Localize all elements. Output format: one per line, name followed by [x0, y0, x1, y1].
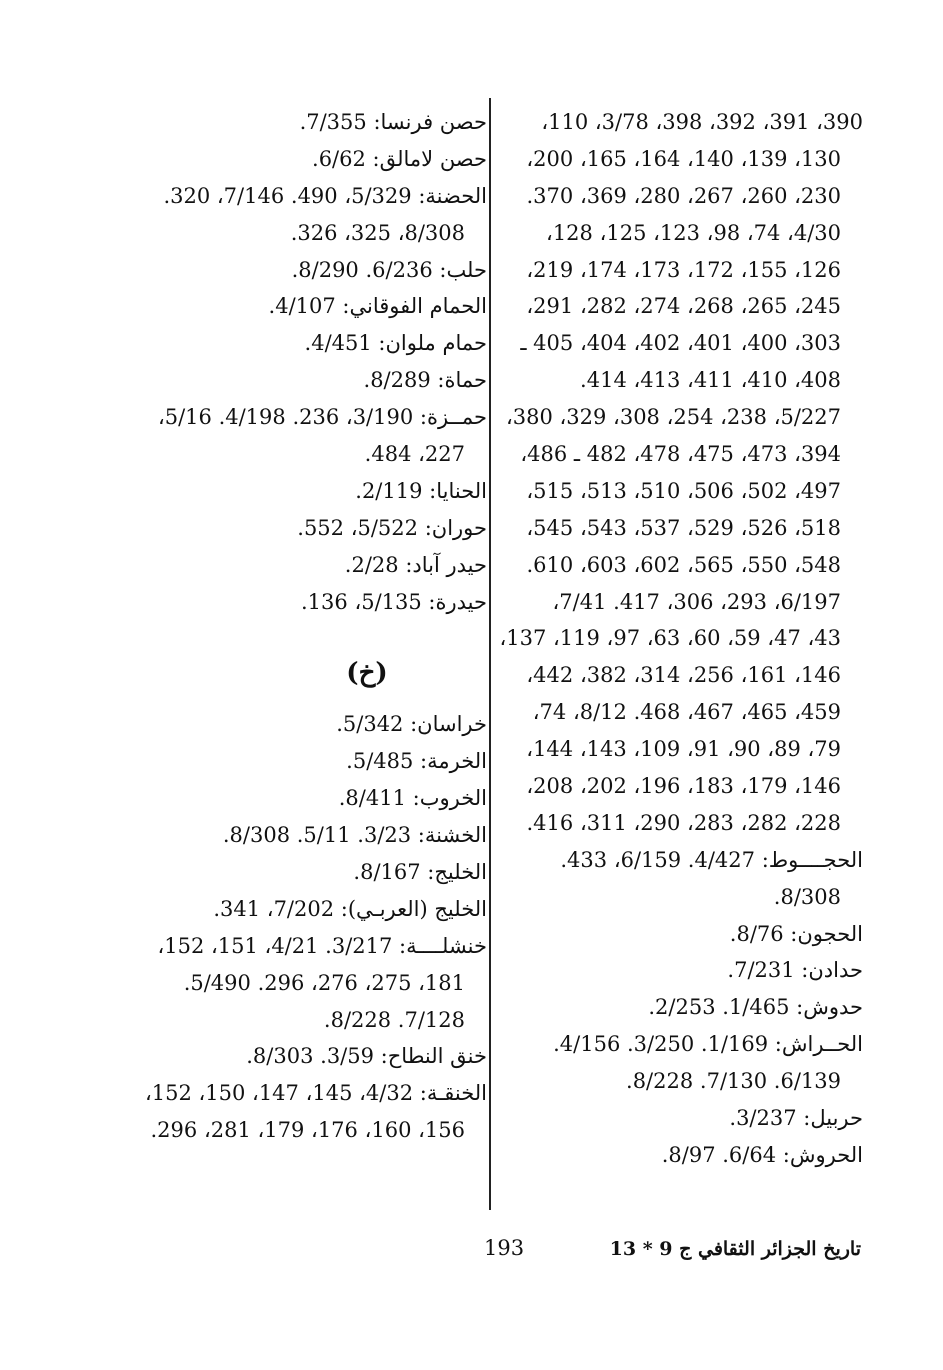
index-entry-line: الحروش: 6/64. 8/97.: [661, 1142, 863, 1167]
index-entry-line: الحضنة: 5/329، 490. 7/146، 320.: [163, 183, 487, 208]
index-entry-line: الحمام الفوقاني: 4/107.: [268, 294, 487, 319]
index-entry-line: 548، 550، 565، 602، 603، 610.: [526, 552, 841, 577]
index-entry-line: 6/197، 293، 306، 417. 7/41،: [552, 589, 841, 614]
index-entry-line: 8/308، 325، 326.: [290, 220, 465, 245]
book-title-footer: تاريخ الجزائر الثقافي ج 9 * 13: [609, 1238, 861, 1260]
index-entry-line: حيدر آباد: 2/28.: [344, 552, 487, 577]
index-entry-line: حدادن: 7/231.: [727, 958, 863, 983]
index-entry-line: 230، 260، 267، 280، 369، 370.: [526, 183, 841, 208]
index-entry-line: 8/308.: [773, 884, 841, 909]
index-entry-line: 303، 400، 401، 402، 404، 405 ـ: [520, 331, 841, 356]
index-entry-line: حماة: 8/289.: [363, 368, 487, 393]
index-entry-line: 146، 179، 183، 196، 202، 208،: [526, 774, 841, 799]
index-entry-line: خراسان: 5/342.: [336, 712, 487, 737]
index-column-left: [127, 104, 487, 1149]
index-entry-line: الحــراش: 1/169. 3/250. 4/156.: [553, 1032, 863, 1057]
index-entry-line: 497، 502، 506، 510، 513، 515،: [526, 478, 841, 503]
index-entry-line: حيدرة: 5/135، 136.: [300, 589, 487, 614]
page-number: 193: [484, 1236, 525, 1260]
index-entry-line: حدوش: 1/465. 2/253.: [648, 995, 863, 1020]
index-entry-line: حلب: 6/236. 8/290.: [291, 257, 487, 282]
index-entry-line: 181، 275، 276، 296. 5/490.: [183, 970, 465, 995]
column-divider: [489, 98, 491, 1210]
index-entry-line: 245، 265، 268، 274، 282، 291،: [526, 294, 841, 319]
index-entry-line: خنشلــــة: 3/217. 4/21، 151، 152،: [157, 933, 487, 958]
index-entry-line: حصن فرنسا: 7/355.: [299, 110, 487, 134]
index-entry-line: 228، 282، 283، 290، 311، 416.: [526, 810, 841, 835]
index-entry-line: 459، 465، 467، 468. 8/12، 74،: [532, 700, 841, 725]
index-entry-line: 126، 155، 172، 173، 174، 219،: [526, 257, 841, 282]
index-entry-line: حمام ملوان: 4/451.: [304, 331, 487, 356]
section-heading: (خ): [346, 658, 388, 689]
index-entry-line: 227، 484.: [364, 442, 465, 467]
index-entry-line: 408، 410، 411، 413، 414.: [580, 368, 841, 393]
index-entry-line: 4/30، 74، 98، 123، 125، 128،: [546, 220, 841, 245]
index-column-right: [493, 104, 863, 1174]
index-entry-line: حمــزة: 3/190، 236. 4/198. 5/16،: [157, 405, 487, 430]
index-entry-line: الخرمة: 5/485.: [346, 749, 487, 774]
index-entry-line: 5/227، 238، 254، 308، 329، 380،: [505, 405, 841, 430]
index-entry-line: 130، 139، 140، 164، 165، 200،: [526, 146, 841, 171]
index-entry-line: الخنقـة: 4/32، 145، 147، 150، 152،: [144, 1081, 487, 1106]
index-entry-line: حصن لامالق: 6/62.: [312, 146, 487, 171]
index-entry-line: 390، 391، 392، 398، 3/78، 110،: [541, 110, 863, 134]
index-entry-line: الخليج: 8/167.: [353, 860, 487, 885]
index-entry-line: الخروب: 8/411.: [338, 786, 487, 811]
index-entry-line: 518، 526، 529، 537، 543، 545،: [526, 515, 841, 540]
index-entry-line: 146، 161، 256، 314، 382، 442،: [526, 663, 841, 688]
index-entry-line: 394، 473، 475، 478، 482 ـ 486،: [520, 442, 841, 467]
index-entry-line: خنق النطاح: 3/59. 8/303.: [246, 1044, 487, 1069]
index-entry-line: 156، 160، 176، 179، 281، 296.: [150, 1118, 465, 1143]
index-entry-line: الحنايا: 2/119.: [355, 478, 487, 503]
index-entry-line: 7/128. 8/228.: [323, 1007, 465, 1032]
index-entry-line: 6/139. 7/130. 8/228.: [626, 1069, 841, 1094]
index-entry-line: الحجــــوط: 4/427. 6/159، 433.: [560, 847, 863, 872]
index-entry-line: 43، 47، 59، 60، 63، 97، 119، 137،: [499, 626, 841, 651]
index-entry-line: الخشنة: 3/23. 5/11. 8/308.: [222, 823, 487, 848]
index-entry-line: الحجون: 8/76.: [729, 921, 863, 946]
index-entry-line: حربيل: 3/237.: [729, 1106, 863, 1131]
index-entry-line: حوران: 5/522، 552.: [297, 515, 487, 540]
index-entry-line: 79، 89، 90، 91، 109، 143، 144،: [526, 737, 841, 762]
index-entry-line: الخليج (العربـي): 7/202، 341.: [213, 896, 487, 921]
